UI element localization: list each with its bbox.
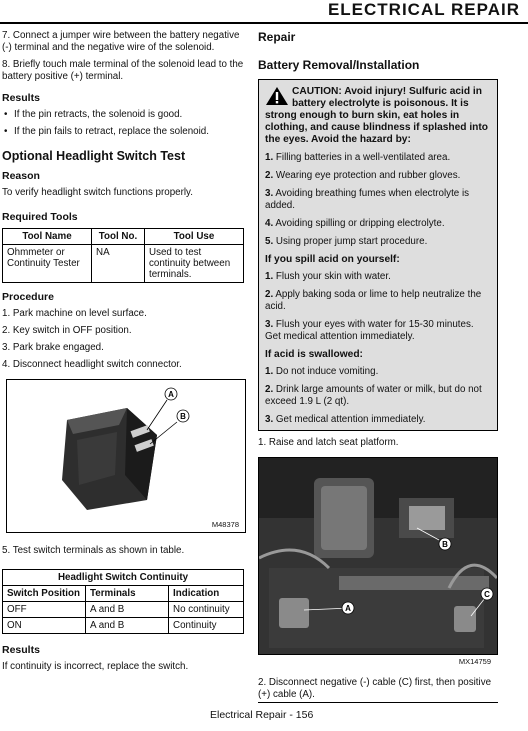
caution-item-text: Using proper jump start procedure. <box>275 236 428 247</box>
caution-item-num: 4. <box>265 218 274 229</box>
battery-figure <box>258 457 498 666</box>
procedure-list <box>2 308 244 371</box>
tools-col-use: Tool Use <box>145 229 244 245</box>
page-footer: Electrical Repair - 156 <box>210 709 314 721</box>
spill-item-text: Apply baking soda or lime to help neutralize the acid. <box>265 289 482 312</box>
callout-label: A <box>345 604 351 613</box>
callout-label: B <box>180 412 186 421</box>
swallow-item-num: 1. <box>265 366 274 377</box>
caution-item <box>265 188 491 212</box>
swallow-item-text: Drink large amounts of water or milk, but do not exceed 1.9 L (2 qt). <box>265 384 482 407</box>
header-rule <box>0 22 528 24</box>
table-cell: OFF <box>3 602 86 618</box>
page-header <box>0 0 528 24</box>
caution-item <box>265 152 491 164</box>
caution-item-num: 2. <box>265 170 274 181</box>
table-cell: Used to test continuity between terminals. <box>145 245 244 283</box>
spill-item <box>265 271 491 283</box>
spill-heading: If you spill acid on yourself: <box>265 254 400 265</box>
caution-item <box>265 236 491 248</box>
figure-id: M48378 <box>211 520 239 529</box>
spill-item <box>265 319 491 343</box>
repair-heading: Repair <box>258 30 296 44</box>
spill-item-text: Flush your eyes with water for 15-30 minutes. Get medical attention immediately. <box>265 319 474 342</box>
table-cell: A and B <box>86 618 169 634</box>
callout-label: C <box>484 590 490 599</box>
step-2: 2. Disconnect negative (-) cable (C) first, then positive (+) cable (A). <box>258 677 492 700</box>
step-5: 5. Test switch terminals as shown in table. <box>2 545 185 556</box>
caution-item-num: 1. <box>265 152 274 163</box>
headlight-switch-illustration <box>7 380 245 532</box>
swallow-heading: If acid is swallowed: <box>265 349 363 360</box>
tools-col-no: Tool No. <box>92 229 145 245</box>
caution-item-text: Avoiding breathing fumes when electrolyte is added. <box>265 188 470 211</box>
battery-photo-illustration <box>259 458 497 654</box>
procedure-step: 3. Park brake engaged. <box>2 342 104 353</box>
table-cell: Continuity <box>169 618 244 634</box>
table-cell: NA <box>92 245 145 283</box>
caution-box <box>258 79 498 431</box>
procedure-heading: Procedure <box>2 291 54 303</box>
continuity-table <box>2 569 244 634</box>
spill-item-num: 1. <box>265 271 274 282</box>
caution-headline <box>265 86 491 146</box>
tools-col-name: Tool Name <box>3 229 92 245</box>
results2-heading: Results <box>2 644 40 656</box>
intro-step-7: 7. Connect a jumper wire between the battery negative (-) terminal and the negative wire of the solenoid. <box>2 30 240 53</box>
table-cell: ON <box>3 618 86 634</box>
page-title: ELECTRICAL REPAIR <box>327 0 520 19</box>
spill-item-num: 2. <box>265 289 274 300</box>
procedure-step: 4. Disconnect headlight switch connector. <box>2 359 182 370</box>
continuity-col-indication: Indication <box>169 586 244 602</box>
swallow-item <box>265 414 491 426</box>
battery-heading: Battery Removal/Installation <box>258 58 420 72</box>
left-column <box>2 30 244 673</box>
results2-text: If continuity is incorrect, replace the switch. <box>2 661 189 672</box>
swallow-item-num: 2. <box>265 384 274 395</box>
caution-item <box>265 170 491 182</box>
procedure-step: 1. Park machine on level surface. <box>2 308 147 319</box>
caution-headline-text: CAUTION: Avoid injury! Sulfuric acid in battery electrolyte is poisonous. It is strong enough to burn skin, eat holes in clothing, and cause blindness if splashed into the eyes. Avoid the hazard by: <box>265 86 489 145</box>
spill-item-text: Flush your skin with water. <box>275 271 391 282</box>
swallow-item-text: Do not induce vomiting. <box>275 366 379 377</box>
tools-table <box>2 228 244 283</box>
caution-item-text: Filling batteries in a well-ventilated area. <box>275 152 451 163</box>
continuity-table-title: Headlight Switch Continuity <box>3 570 244 586</box>
intro-step-8: 8. Briefly touch male terminal of the solenoid lead to the battery positive (+) terminal. <box>2 59 244 82</box>
switch-figure <box>6 379 246 533</box>
caution-item-text: Wearing eye protection and rubber gloves. <box>275 170 461 181</box>
spill-item-num: 3. <box>265 319 274 330</box>
warning-icon <box>265 86 289 106</box>
table-row <box>3 245 244 283</box>
swallow-item <box>265 384 491 408</box>
table-cell: No continuity <box>169 602 244 618</box>
results-item: • If the pin retracts, the solenoid is good. <box>14 109 244 121</box>
table-cell: A and B <box>86 602 169 618</box>
results-item: • If the pin fails to retract, replace the solenoid. <box>14 126 244 138</box>
spill-item <box>265 289 491 313</box>
caution-item-text: Avoiding spilling or dripping electrolyte. <box>275 218 445 229</box>
continuity-col-position: Switch Position <box>3 586 86 602</box>
table-cell: Ohmmeter or Continuity Tester <box>3 245 92 283</box>
caution-item-num: 3. <box>265 188 274 199</box>
procedure-step: 2. Key switch in OFF position. <box>2 325 132 336</box>
results-heading: Results <box>2 92 40 104</box>
callout-label: B <box>442 540 448 549</box>
reason-text: To verify headlight switch functions properly. <box>2 187 193 198</box>
right-column <box>258 30 498 701</box>
swallow-item-num: 3. <box>265 414 274 425</box>
step-1: 1. Raise and latch seat platform. <box>258 437 399 448</box>
caution-item <box>265 218 491 230</box>
results-list <box>2 109 244 138</box>
tools-heading: Required Tools <box>2 211 78 223</box>
swallow-item <box>265 366 491 378</box>
table-row <box>3 618 244 634</box>
footer-rule <box>258 702 498 703</box>
section-title: Optional Headlight Switch Test <box>2 149 186 163</box>
figure-id: MX14759 <box>458 657 491 666</box>
continuity-col-terminals: Terminals <box>86 586 169 602</box>
caution-item-num: 5. <box>265 236 274 247</box>
callout-label: A <box>168 390 174 399</box>
table-row <box>3 602 244 618</box>
reason-heading: Reason <box>2 170 40 182</box>
swallow-item-text: Get medical attention immediately. <box>275 414 426 425</box>
